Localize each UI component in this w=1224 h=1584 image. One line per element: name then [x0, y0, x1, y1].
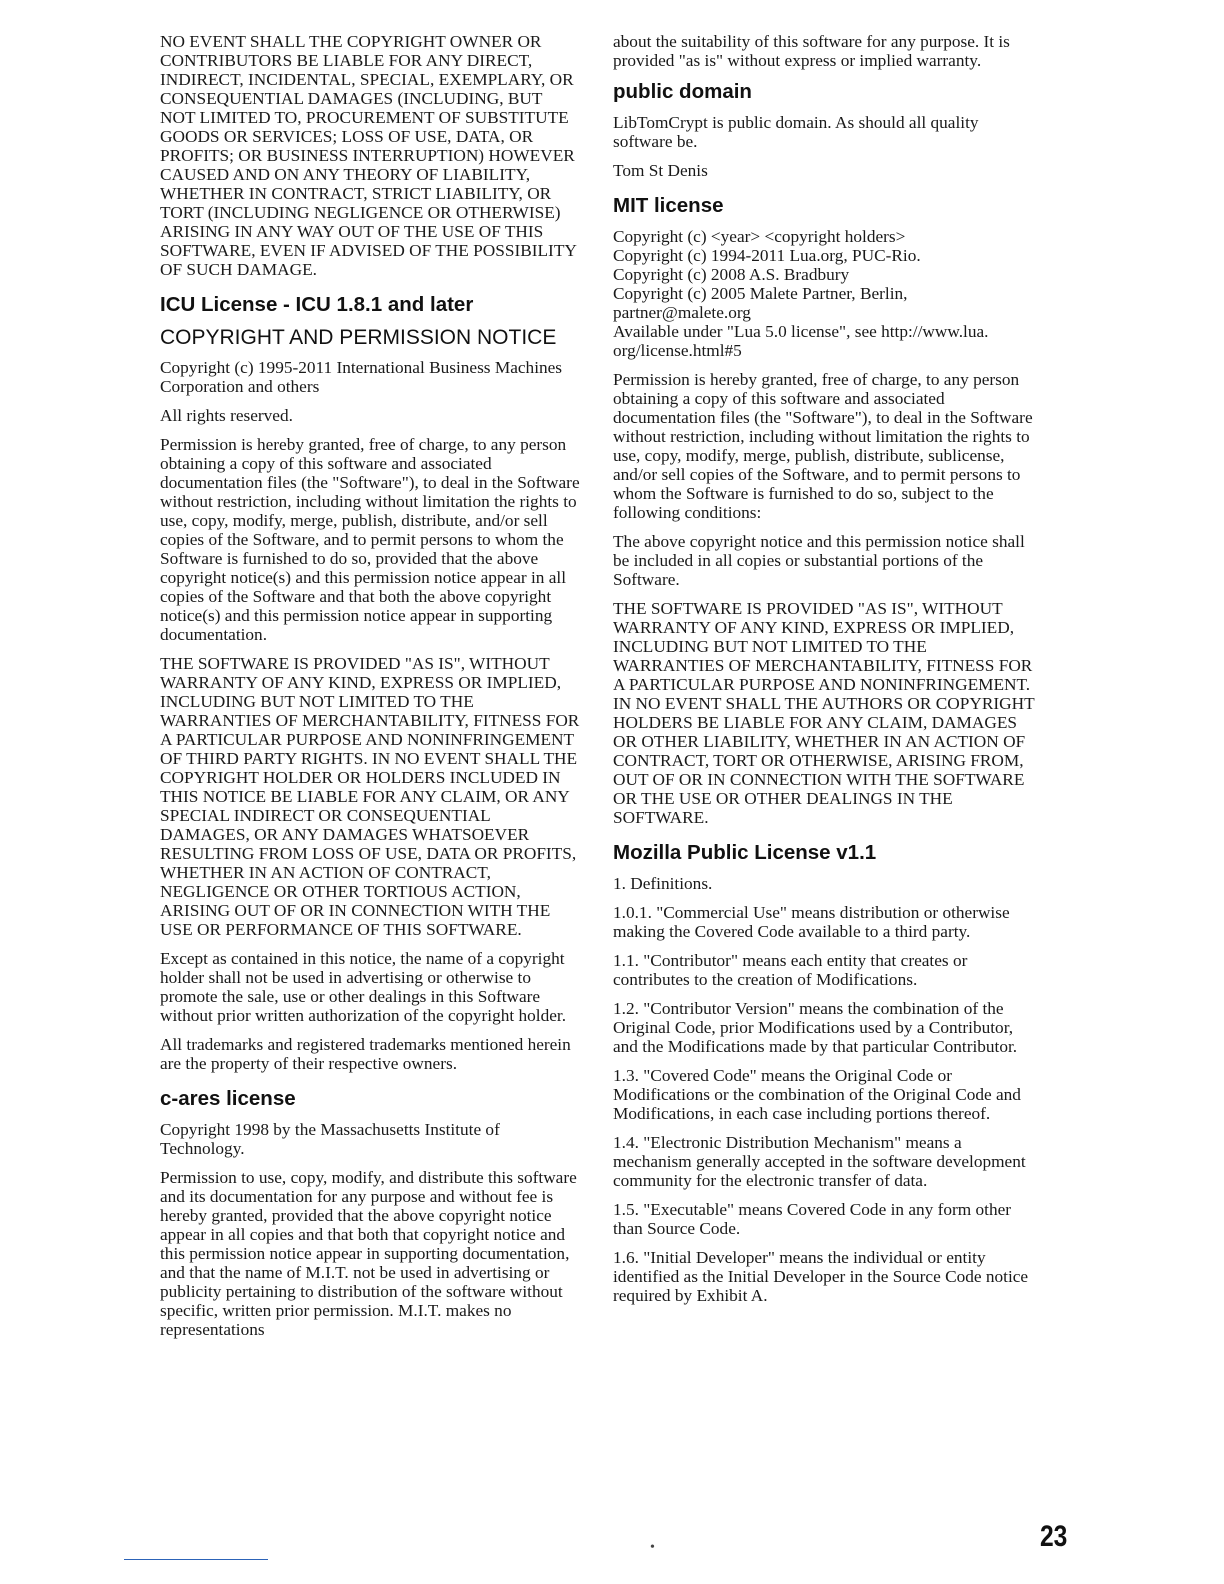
icu-warranty: THE SOFTWARE IS PROVIDED "AS IS", WITHOUT WARRANTY OF ANY KIND, EXPRESS OR IMPLIED, INCLUDING BUT NOT LIMITED TO THE WARRANTIES OF MERCHANTABILITY, FITNESS FOR A PARTICULAR PURPOSE AND NONINFRINGEMENT OF THIRD PARTY RIGHTS. IN NO EVENT SHALL THE COPYRIGHT HOLDER OR HOLDERS INCLUDED IN THIS NOTICE BE LIABLE FOR ANY CLAIM, OR ANY SPECIAL INDIRECT OR CONSEQUENTIAL DAMAGES, OR ANY DAMAGES WHATSOEVER RESULTING FROM LOSS OF USE, DATA OR PROFITS, WHETHER IN AN ACTION OF CONTRACT, NEGLIGENCE OR OTHER TORTIOUS ACTION, ARISING OUT OF OR IN CONNECTION WITH THE USE OR PERFORMANCE OF THIS SOFTWARE. — [160, 654, 580, 939]
mit-permission: Permission is hereby granted, free of charge, to any person obtaining a copy of this software and associated documentation files (the "Software"), to deal in the Software without restriction, including without limitation the rights to use, copy, modify, merge, publish, distribute, sublicense, and/or sell copies of the Software, and to permit persons to whom the Software is furnished to do so, subject to the following conditions: — [613, 370, 1033, 522]
mpl-def-1-3: 1.3. "Covered Code" means the Original Code or Modifications or the combination of the Original Code and Modifications, in each case including portions thereof. — [613, 1066, 1021, 1123]
icu-rights: All rights reserved. — [160, 406, 293, 425]
icu-trademarks: All trademarks and registered trademarks mentioned herein are the property of their respective owners. — [160, 1035, 571, 1073]
icu-notice-subheading: COPYRIGHT AND PERMISSION NOTICE — [160, 326, 557, 349]
mit-license-heading: MIT license — [613, 194, 724, 217]
icu-license-heading: ICU License - ICU 1.8.1 and later — [160, 293, 474, 316]
icu-copyright: Copyright (c) 1995-2011 International Business Machines Corporation and others — [160, 358, 563, 396]
page-number: 23 — [1040, 1520, 1068, 1553]
mpl-def-1-4: 1.4. "Electronic Distribution Mechanism" means a mechanism generally accepted in the software development community for the electronic transfer of data. — [613, 1133, 1026, 1190]
public-domain-text: LibTomCrypt is public domain. As should all quality software be. — [613, 113, 979, 151]
mpl-def-1-1: 1.1. "Contributor" means each entity that creates or contributes to the creation of Modifications. — [613, 951, 968, 989]
disclaimer-tail: NO EVENT SHALL THE COPYRIGHT OWNER OR CONTRIBUTORS BE LIABLE FOR ANY DIRECT, INDIRECT, INCIDENTAL, SPECIAL, EXEMPLARY, OR CONSEQUENTIAL DAMAGES (INCLUDING, BUT NOT LIMITED TO, PROCUREMENT OF SUBSTITUTE GOODS OR SERVICES; LOSS OF USE, DATA, OR PROFITS; OR BUSINESS INTERRUPTION) HOWEVER CAUSED AND ON ANY THEORY OF LIABILITY, WHETHER IN CONTRACT, STRICT LIABILITY, OR TORT (INCLUDING NEGLIGENCE OR OTHERWISE) ARISING IN ANY WAY OUT OF THE USE OF THIS SOFTWARE, EVEN IF ADVISED OF THE POSSIBILITY OF SUCH DAMAGE. — [160, 32, 577, 279]
mpl-heading: Mozilla Public License v1.1 — [613, 841, 877, 864]
icu-permission: Permission is hereby granted, free of charge, to any person obtaining a copy of this software and associated documentation files (the "Software"), to deal in the Software without restriction, including without limitation the rights to use, copy, modify, merge, publish, distribute, and/or sell copies of the Software, and to permit persons to whom the Software is furnished to do so, provided that the above copyright notice(s) and this permission notice appear in all copies of the Software and that both the above copyright notice(s) and this permission notice appear in supporting documentation. — [160, 435, 580, 644]
mpl-def-1-2: 1.2. "Contributor Version" means the combination of the Original Code, prior Modifications used by a Contributor, and the Modifications made by that particular Contributor. — [613, 999, 1018, 1056]
mit-copyright-block — [613, 227, 1038, 360]
cares-license-heading: c-ares license — [160, 1087, 296, 1110]
public-domain-heading: public domain — [613, 80, 752, 103]
mit-copyright-line: org/license.html#5 — [613, 341, 742, 360]
mit-copyright-line: Copyright (c) 1994-2011 Lua.org, PUC-Rio. — [613, 246, 921, 265]
mpl-definitions: 1. Definitions. — [613, 874, 713, 893]
footer-rule — [124, 1559, 268, 1560]
cares-copyright: Copyright 1998 by the Massachusetts Institute of Technology. — [160, 1120, 500, 1158]
mit-copyright-line: Copyright (c) 2008 A.S. Bradbury — [613, 265, 850, 284]
mit-copyright-line: partner@malete.org — [613, 303, 751, 322]
mit-warranty: THE SOFTWARE IS PROVIDED "AS IS", WITHOUT WARRANTY OF ANY KIND, EXPRESS OR IMPLIED, INCLUDING BUT NOT LIMITED TO THE WARRANTIES OF MERCHANTABILITY, FITNESS FOR A PARTICULAR PURPOSE AND NONINFRINGEMENT. IN NO EVENT SHALL THE AUTHORS OR COPYRIGHT HOLDERS BE LIABLE FOR ANY CLAIM, DAMAGES OR OTHER LIABILITY, WHETHER IN AN ACTION OF CONTRACT, TORT OR OTHERWISE, ARISING FROM, OUT OF OR IN CONNECTION WITH THE SOFTWARE OR THE USE OR OTHER DEALINGS IN THE SOFTWARE. — [613, 599, 1035, 827]
public-domain-author: Tom St Denis — [613, 161, 708, 180]
mit-copyright-line: Copyright (c) 2005 Malete Partner, Berlin, — [613, 284, 908, 303]
mit-copyright-line: Available under "Lua 5.0 license", see http://www.lua. — [613, 322, 989, 341]
cares-tail: about the suitability of this software for any purpose. It is provided "as is" without express or implied warranty. — [613, 32, 1010, 70]
mpl-def-1-6: 1.6. "Initial Developer" means the individual or entity identified as the Initial Developer in the Source Code notice required by Exhibit A. — [613, 1248, 1029, 1305]
mit-copyright-line: Copyright (c) <year> <copyright holders> — [613, 227, 906, 246]
left-column — [160, 32, 580, 1349]
mpl-def-1-5: 1.5. "Executable" means Covered Code in any form other than Source Code. — [613, 1200, 1012, 1238]
mpl-def-1-0-1: 1.0.1. "Commercial Use" means distribution or otherwise making the Covered Code available to a third party. — [613, 903, 1010, 941]
scan-speck: • — [650, 1540, 655, 1555]
icu-name-clause: Except as contained in this notice, the name of a copyright holder shall not be used in advertising or otherwise to promote the sale, use or other dealings in this Software without prior written authorization of the copyright holder. — [160, 949, 567, 1025]
right-column — [613, 32, 1038, 1315]
mit-notice: The above copyright notice and this permission notice shall be included in all copies or substantial portions of the Software. — [613, 532, 1025, 589]
cares-permission: Permission to use, copy, modify, and distribute this software and its documentation for any purpose and without fee is hereby granted, provided that the above copyright notice appear in all copies and that both that copyright notice and this permission notice appear in supporting documentation, and that the name of M.I.T. not be used in advertising or publicity pertaining to distribution of the software without specific, written prior permission. M.I.T. makes no representations — [160, 1168, 577, 1339]
